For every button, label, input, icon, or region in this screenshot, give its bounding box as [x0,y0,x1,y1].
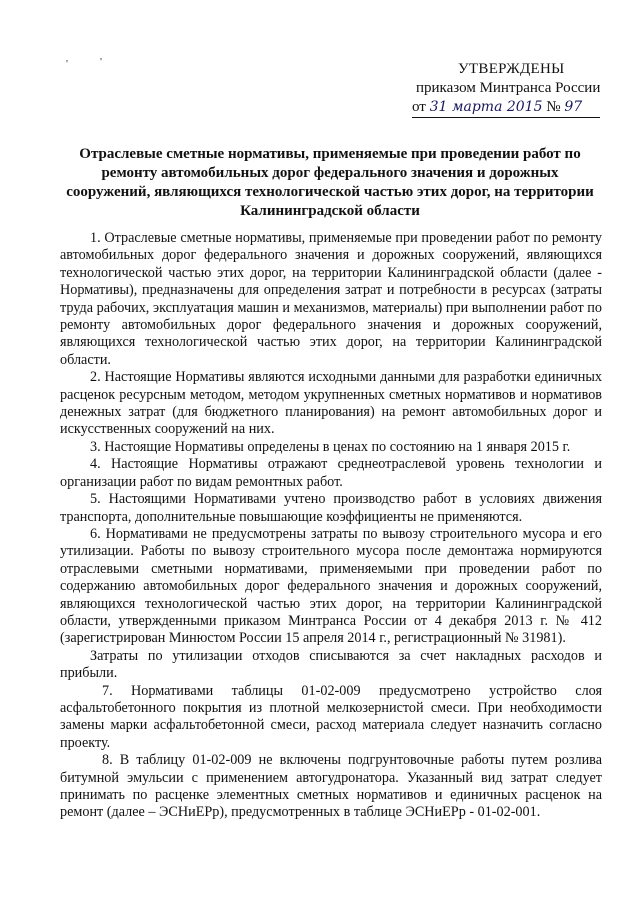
paragraph-6-note: Затраты по утилизации отходов списываются за счет накладных расходов и прибыли. [60,647,602,682]
approval-order-line: приказом Минтранса России [416,80,601,96]
paragraph-4: 4. Настоящие Нормативы отражают среднеотраслевой уровень технологии и организации работ по видам ремонтных работ. [60,456,602,490]
date-prefix: от [412,99,426,115]
approval-block [412,60,612,118]
paragraph-2: 2. Настоящие Нормативы являются исходными данными для разработки единичных расценок ресурсным методом, методом укрупненных сметных нормативов и нормативов денежных затрат (для бюджетного планирования) на ремонт автомобильных дорог и искусственных сооружений на них. [60,369,602,438]
paragraph-8: 8. В таблицу 01-02-009 не включены подгрунтовочные работы путем розлива битумной эмульсии с применением автогудронатора. Указанный вид затрат следует принимать по расценке элементных сметных нормативов и единичных расценок на ремонт (далее – ЭСНиЕРр), предусмотренных в таблице ЭСНиЕРр - 01-02-001. [60,752,602,821]
handwritten-date: 31 марта 2015 [429,99,543,115]
number-prefix: № [546,99,561,115]
document-title: Отраслевые сметные нормативы, применяемые при проведении работ по ремонту автомобильных дорог федерального значения и дорожных сооружений, являющихся технологической частью этих дорог, на территории Калининградской области [66,146,594,219]
document-body [60,230,602,822]
paragraph-5: 5. Настоящими Нормативами учтено производство работ в условиях движения транспорта, дополнительные повышающие коэффициенты не применяются. [60,491,602,525]
paragraph-3: 3. Настоящие Нормативы определены в ценах по состоянию на 1 января 2015 г. [90,438,571,455]
approval-date-line [412,98,600,118]
scan-mark-right: ' [100,56,102,68]
paragraph-6: 6. Нормативами не предусмотрены затраты по вывозу строительного мусора и его утилизации. Работы по вывозу строительного мусора после демонтажа нормируются отраслевыми сметными нормативами, применяемыми при проведении работ по содержанию автомобильных дорог федерального значения и дорожных сооружений, являющихся технологической частью этих дорог, на территории Калининградской области, утвержденными приказом Минтранса России от 4 декабря 2013 г. № 412 (зарегистрирован Минюстом России 15 апреля 2014 г., регистрационный № 31981). [60,525,602,647]
approval-title: УТВЕРЖДЕНЫ [458,61,565,77]
paragraph-7: 7. Нормативами таблицы 01-02-009 предусмотрено устройство слоя асфальтобетонного покрытия из плотной мелкозернистой смеси. При необходимости замены марки асфальтобетонной смеси, расход материала следует назначить согласно проекту. [60,682,602,751]
paragraph-1: 1. Отраслевые сметные нормативы, применяемые при проведении работ по ремонту автомобильных дорог федерального значения и дорожных сооружений, являющихся технологической частью этих дорог, на территории Калининградской области (далее - Нормативы), предназначены для определения затрат и потребности в ресурсах (затраты труда рабочих, эксплуатация машин и механизмов, материалы) при выполнении работ по ремонту автомобильных дорог федерального значения и дорожных сооружений, являющихся технологической частью этих дорог, на территории Калининградской области. [60,230,602,368]
scan-mark-left: ' [66,58,68,70]
handwritten-number: 97 [564,99,583,115]
